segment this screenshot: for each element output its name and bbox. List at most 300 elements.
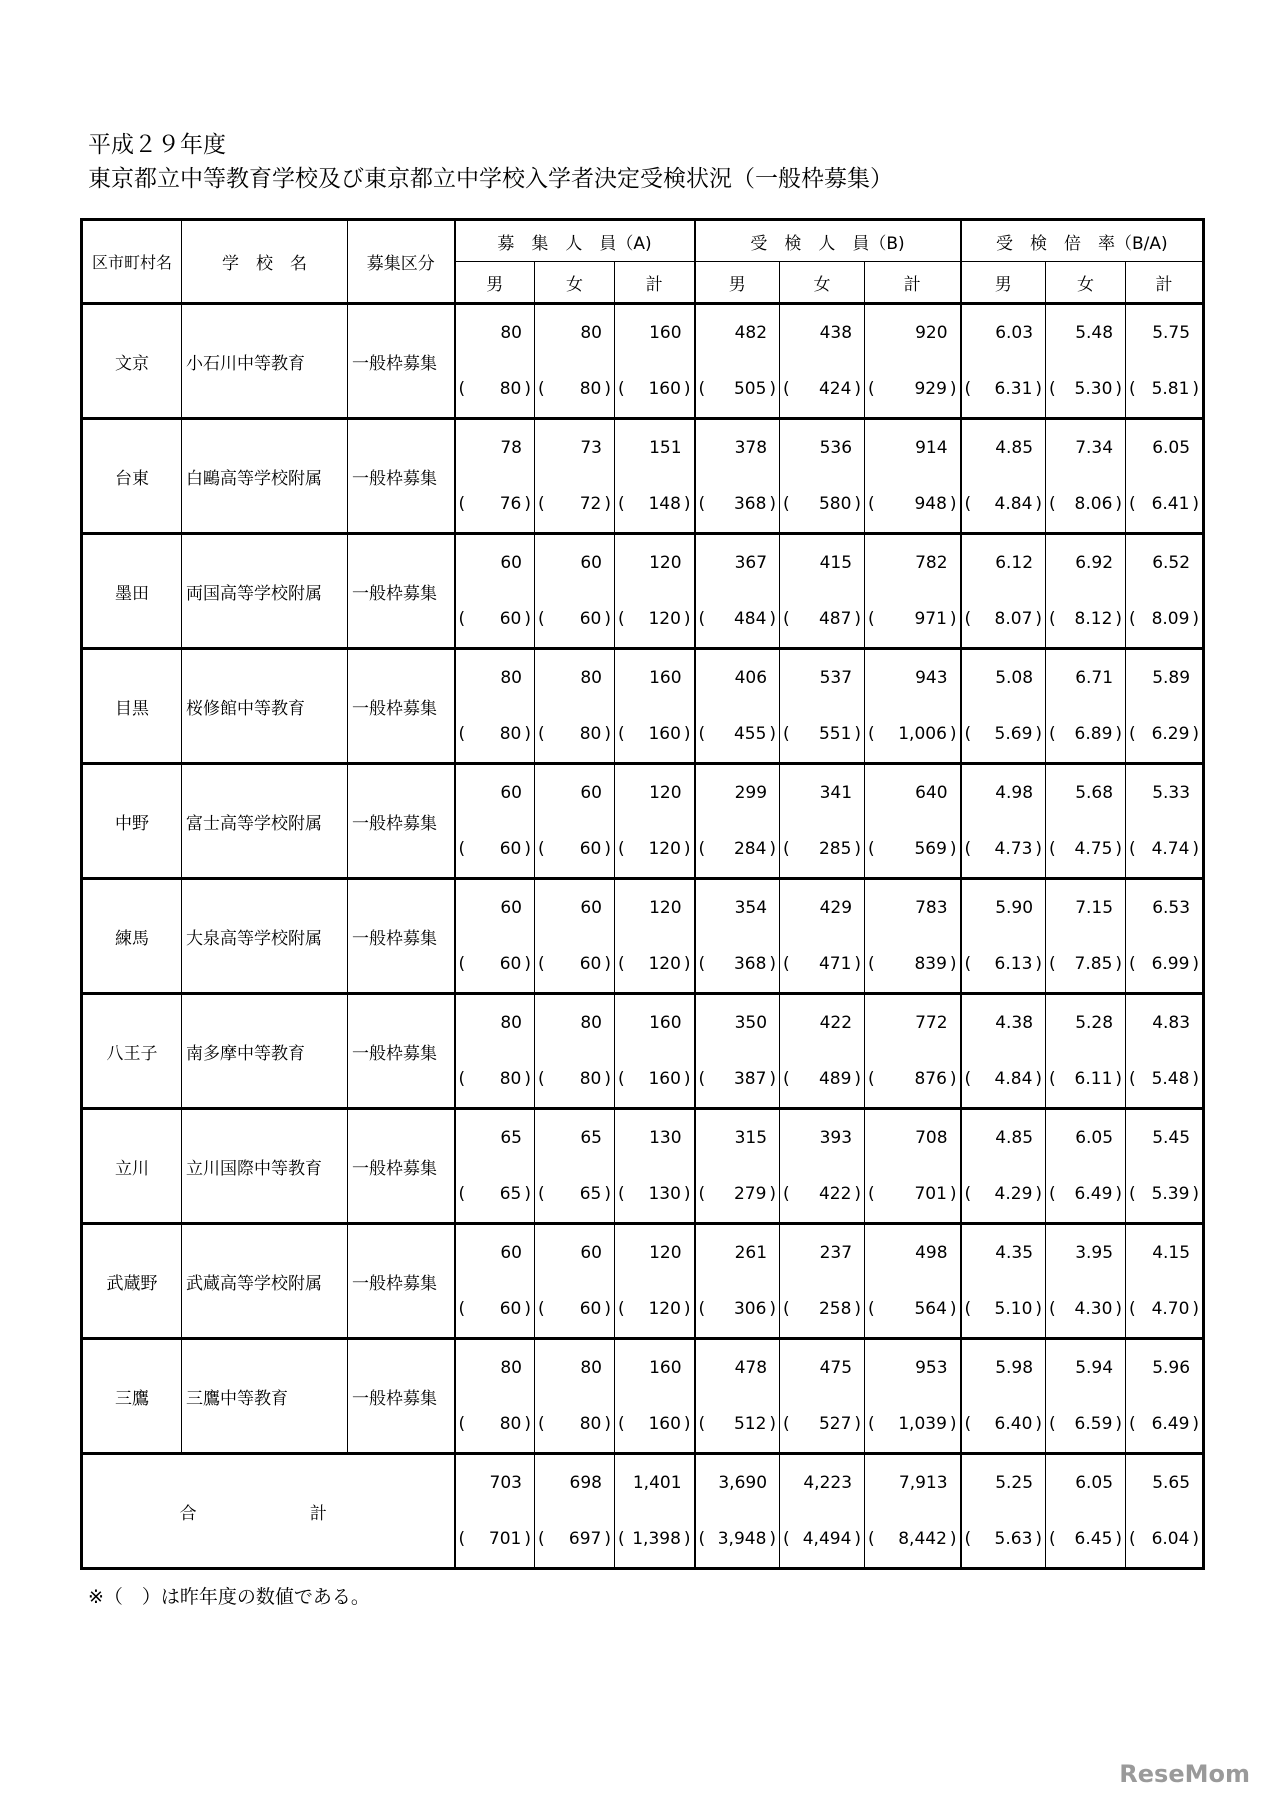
prev-value-wrap [962,954,1046,974]
paren-open: ( [618,494,625,514]
paren-close: ) [1115,494,1123,514]
prev-value: 6.40 [994,1414,1033,1434]
value-cell: 4.85 [961,419,1046,477]
paren-close: ) [1192,379,1200,399]
value-cell: 640 [865,764,961,822]
ward-cell: 立川 [82,1109,182,1224]
paren-open: ( [618,724,625,744]
prev-value: 285 [818,839,852,859]
school-cell: 立川国際中等教育 [182,1109,348,1224]
prev-value-cell [455,1166,535,1224]
paren-close: ) [604,724,611,744]
value-cell: 6.92 [1046,534,1126,592]
prev-value: 368 [733,494,767,514]
value-cell: 6.05 [1046,1454,1126,1512]
paren-close: ) [854,954,862,974]
prev-value-wrap [615,379,694,399]
table-row [82,419,1204,477]
table-row [82,304,1204,362]
value-cell: 406 [695,649,780,707]
paren-close: ) [854,379,862,399]
value-cell: 5.25 [961,1454,1046,1512]
paren-open: ( [698,609,706,629]
paren-open: ( [618,1529,625,1549]
prev-value: 5.39 [1151,1184,1190,1204]
paren-close: ) [949,379,957,399]
prev-value-cell [1126,591,1204,649]
paren-close: ) [949,724,957,744]
paren-open: ( [783,1069,790,1089]
prev-value-wrap [615,1069,694,1089]
prev-value-cell [615,1511,695,1569]
value-cell: 378 [695,419,780,477]
value-cell: 341 [780,764,865,822]
prev-value-wrap [865,839,960,859]
school-cell: 小石川中等教育 [182,304,348,419]
paren-close: ) [854,1069,862,1089]
prev-value: 4.74 [1151,839,1190,859]
value-cell: 315 [695,1109,780,1167]
prev-value-wrap [780,839,864,859]
prev-value: 489 [818,1069,852,1089]
paren-open: ( [1129,1184,1136,1204]
prev-value: 80 [579,1069,602,1089]
paren-close: ) [1115,1069,1123,1089]
paren-close: ) [683,954,691,974]
prev-value-cell [535,706,615,764]
prev-value: 120 [648,609,681,629]
paren-close: ) [524,379,531,399]
prev-value-cell [695,1166,780,1224]
prev-value-wrap [780,609,864,629]
paren-close: ) [604,1069,611,1089]
prev-value-cell [695,361,780,419]
paren-close: ) [683,724,691,744]
prev-value: 929 [914,379,947,399]
paren-close: ) [769,839,777,859]
category-cell: 一般枠募集 [348,534,455,649]
prev-value-wrap [1126,1414,1202,1434]
prev-value: 564 [914,1299,947,1319]
paren-close: ) [1192,1184,1200,1204]
paren-close: ) [1115,379,1123,399]
value-cell: 943 [865,649,961,707]
paren-close: ) [1115,1184,1123,1204]
paren-close: ) [1115,839,1123,859]
prev-value: 120 [648,839,681,859]
prev-value-cell [1046,591,1126,649]
prev-value: 60 [499,1299,522,1319]
prev-value-cell [780,1281,865,1339]
value-cell: 60 [455,764,535,822]
value-cell: 698 [535,1454,615,1512]
prev-value-wrap [1046,494,1125,514]
value-cell: 920 [865,304,961,362]
paren-close: ) [524,839,531,859]
prev-value-cell [1046,1166,1126,1224]
paren-open: ( [964,724,972,744]
value-cell: 60 [535,764,615,822]
prev-value: 60 [579,1299,602,1319]
value-cell: 4.85 [961,1109,1046,1167]
prev-value-wrap [535,1299,614,1319]
prev-value: 4.70 [1151,1299,1190,1319]
paren-close: ) [524,1184,531,1204]
paren-close: ) [769,1184,777,1204]
prev-value-cell [615,1051,695,1109]
paren-close: ) [1192,1069,1200,1089]
prev-value-wrap [962,724,1046,744]
value-cell: 537 [780,649,865,707]
prev-value: 387 [733,1069,767,1089]
value-cell: 6.52 [1126,534,1204,592]
paren-open: ( [458,1414,466,1434]
header-recruit-male: 男 [455,262,535,304]
prev-value: 60 [499,839,522,859]
paren-open: ( [698,839,706,859]
prev-value-wrap [696,724,780,744]
prev-value-wrap [1046,1299,1125,1319]
prev-value-cell [615,706,695,764]
value-cell: 4.38 [961,994,1046,1052]
prev-value-cell [455,1281,535,1339]
paren-open: ( [538,1184,545,1204]
prev-value: 80 [499,379,522,399]
prev-value: 1,006 [898,724,947,744]
value-cell: 120 [615,1224,695,1282]
paren-open: ( [964,839,972,859]
school-cell: 両国高等学校附属 [182,534,348,649]
prev-value: 130 [648,1184,681,1204]
prev-value-cell [1046,1511,1126,1569]
prev-value-cell [535,591,615,649]
paren-close: ) [1035,1069,1043,1089]
prev-value: 551 [818,724,852,744]
prev-value-wrap [696,379,780,399]
value-cell: 7.34 [1046,419,1126,477]
prev-value-wrap [535,1414,614,1434]
prev-value-cell [455,706,535,764]
prev-value: 948 [914,494,947,514]
category-cell: 一般枠募集 [348,649,455,764]
value-cell: 4.35 [961,1224,1046,1282]
paren-open: ( [868,1069,875,1089]
paren-open: ( [1129,1529,1136,1549]
paren-close: ) [769,1299,777,1319]
paren-open: ( [868,1184,875,1204]
prev-value-cell [695,936,780,994]
header-ward: 区市町村名 [82,220,182,304]
category-cell: 一般枠募集 [348,419,455,534]
paren-open: ( [783,954,790,974]
prev-value-cell [961,706,1046,764]
value-cell: 6.53 [1126,879,1204,937]
prev-value-cell [535,821,615,879]
watermark-logo: ReseMom [1119,1760,1250,1788]
prev-value-wrap [962,494,1046,514]
paren-close: ) [769,494,777,514]
value-cell: 772 [865,994,961,1052]
prev-value-cell [780,1051,865,1109]
prev-value-wrap [456,494,535,514]
prev-value-wrap [456,724,535,744]
total-row [82,1454,1204,1512]
prev-value-cell [615,936,695,994]
value-cell: 160 [615,649,695,707]
paren-close: ) [949,839,957,859]
prev-value-wrap [535,1069,614,1089]
page-title: 東京都立中等教育学校及び東京都立中学校入学者決定受検状況（一般枠募集） [88,166,893,192]
prev-value-cell [455,591,535,649]
prev-value-wrap [615,1414,694,1434]
value-cell: 299 [695,764,780,822]
paren-open: ( [1129,379,1136,399]
paren-close: ) [1035,1529,1043,1549]
value-cell: 237 [780,1224,865,1282]
prev-value: 160 [648,1414,681,1434]
paren-close: ) [524,1069,531,1089]
prev-value-cell [535,1281,615,1339]
prev-value-cell [961,936,1046,994]
paren-open: ( [698,1184,706,1204]
prev-value-wrap [615,1529,694,1549]
header-examinees-total: 計 [865,262,961,304]
prev-value-wrap [962,379,1046,399]
prev-value-wrap [780,954,864,974]
prev-value-cell [535,936,615,994]
prev-value: 8.07 [994,609,1033,629]
ward-cell: 墨田 [82,534,182,649]
value-cell: 367 [695,534,780,592]
paren-close: ) [1192,839,1200,859]
value-cell: 914 [865,419,961,477]
prev-value: 284 [733,839,767,859]
prev-value-wrap [615,1184,694,1204]
header-recruit: 募 集 人 員（A) [455,220,695,262]
paren-open: ( [1049,839,1056,859]
paren-open: ( [458,494,466,514]
paren-open: ( [868,1414,875,1434]
prev-value-cell [455,361,535,419]
prev-value-cell [961,1511,1046,1569]
prev-value: 80 [579,379,602,399]
value-cell: 478 [695,1339,780,1397]
paren-open: ( [1049,609,1056,629]
prev-value-cell [695,706,780,764]
prev-value-wrap [780,379,864,399]
prev-value-wrap [962,1184,1046,1204]
paren-open: ( [538,1529,545,1549]
paren-open: ( [1129,1069,1136,1089]
value-cell: 6.05 [1126,419,1204,477]
category-cell: 一般枠募集 [348,879,455,994]
value-cell: 422 [780,994,865,1052]
prev-value: 1,398 [632,1529,681,1549]
paren-open: ( [964,1184,972,1204]
paren-close: ) [949,1529,957,1549]
prev-value: 306 [733,1299,767,1319]
paren-close: ) [604,954,611,974]
prev-value-cell [865,361,961,419]
prev-value-wrap [1126,1299,1202,1319]
value-cell: 7.15 [1046,879,1126,937]
prev-value-wrap [696,1529,780,1549]
paren-close: ) [949,1299,957,1319]
prev-value-cell [865,706,961,764]
prev-value-wrap [865,1529,960,1549]
prev-value-wrap [780,724,864,744]
prev-value-wrap [696,1184,780,1204]
prev-value-cell [1126,821,1204,879]
prev-value-wrap [535,1529,614,1549]
prev-value: 6.49 [1151,1414,1190,1434]
prev-value-wrap [615,724,694,744]
prev-value: 160 [648,1069,681,1089]
prev-value-wrap [1126,724,1202,744]
header-school: 学 校 名 [182,220,348,304]
paren-open: ( [1129,954,1136,974]
prev-value-cell [780,1396,865,1454]
paren-close: ) [854,1299,862,1319]
prev-value-wrap [1126,379,1202,399]
ward-cell: 練馬 [82,879,182,994]
value-cell: 5.65 [1126,1454,1204,1512]
prev-value-wrap [615,1299,694,1319]
paren-open: ( [698,379,706,399]
paren-close: ) [524,609,531,629]
value-cell: 393 [780,1109,865,1167]
school-cell: 大泉高等学校附属 [182,879,348,994]
paren-open: ( [783,494,790,514]
prev-value: 258 [818,1299,852,1319]
table-row [82,879,1204,937]
total-label-cell [82,1454,455,1569]
paren-open: ( [783,1529,790,1549]
prev-value-cell [1126,1281,1204,1339]
paren-open: ( [1129,724,1136,744]
prev-value-cell [865,1396,961,1454]
prev-value: 471 [818,954,852,974]
prev-value-wrap [1126,954,1202,974]
value-cell: 354 [695,879,780,937]
prev-value: 148 [648,494,681,514]
value-cell: 5.90 [961,879,1046,937]
prev-value-wrap [1126,609,1202,629]
prev-value: 487 [818,609,852,629]
prev-value: 5.63 [994,1529,1033,1549]
paren-open: ( [698,1414,706,1434]
page-title-year: 平成２９年度 [88,132,226,158]
paren-open: ( [868,379,875,399]
prev-value-wrap [780,494,864,514]
school-cell: 南多摩中等教育 [182,994,348,1109]
prev-value: 279 [733,1184,767,1204]
paren-open: ( [964,609,972,629]
prev-value-wrap [865,379,960,399]
paren-open: ( [1049,494,1056,514]
category-cell: 一般枠募集 [348,1109,455,1224]
value-cell: 4,223 [780,1454,865,1512]
total-label-a: 合 [179,1503,197,1524]
prev-value-wrap [1046,1529,1125,1549]
paren-close: ) [1035,379,1043,399]
paren-close: ) [1035,724,1043,744]
prev-value-cell [865,1051,961,1109]
paren-open: ( [458,1299,466,1319]
paren-open: ( [458,1529,466,1549]
category-cell: 一般枠募集 [348,764,455,879]
value-cell: 80 [455,304,535,362]
prev-value: 160 [648,379,681,399]
footnote: ※（ ）は昨年度の数値である。 [88,1586,370,1608]
paren-open: ( [698,1529,706,1549]
paren-close: ) [949,1414,957,1434]
prev-value-cell [865,936,961,994]
prev-value: 60 [499,609,522,629]
value-cell: 4.15 [1126,1224,1204,1282]
prev-value: 6.29 [1151,724,1190,744]
prev-value: 8.06 [1074,494,1113,514]
paren-close: ) [854,494,862,514]
paren-open: ( [618,379,625,399]
value-cell: 6.05 [1046,1109,1126,1167]
paren-open: ( [868,494,875,514]
value-cell: 475 [780,1339,865,1397]
prev-value-cell [455,1396,535,1454]
paren-close: ) [949,1184,957,1204]
paren-close: ) [769,1069,777,1089]
paren-open: ( [783,609,790,629]
paren-close: ) [1115,1529,1123,1549]
paren-open: ( [868,839,875,859]
prev-value-cell [695,1281,780,1339]
value-cell: 3.95 [1046,1224,1126,1282]
paren-close: ) [769,1414,777,1434]
paren-close: ) [1115,609,1123,629]
value-cell: 80 [535,994,615,1052]
prev-value-cell [780,476,865,534]
paren-close: ) [524,1414,531,1434]
prev-value: 6.41 [1151,494,1190,514]
prev-value: 160 [648,724,681,744]
prev-value-wrap [1046,609,1125,629]
paren-open: ( [538,839,545,859]
prev-value-wrap [962,1529,1046,1549]
value-cell: 438 [780,304,865,362]
prev-value: 6.13 [994,954,1033,974]
prev-value: 7.85 [1074,954,1113,974]
prev-value-wrap [456,609,535,629]
prev-value-cell [615,591,695,649]
table-row [82,1109,1204,1167]
paren-close: ) [604,1299,611,1319]
paren-close: ) [524,954,531,974]
paren-close: ) [854,1184,862,1204]
value-cell: 65 [535,1109,615,1167]
prev-value: 65 [579,1184,602,1204]
prev-value-cell [780,706,865,764]
prev-value-cell [780,821,865,879]
prev-value-wrap [865,1184,960,1204]
category-cell: 一般枠募集 [348,1339,455,1454]
prev-value-wrap [535,609,614,629]
prev-value-cell [865,476,961,534]
prev-value: 6.04 [1151,1529,1190,1549]
prev-value-wrap [962,1299,1046,1319]
prev-value-wrap [615,609,694,629]
header-examinees-male: 男 [695,262,780,304]
prev-value-wrap [865,1069,960,1089]
